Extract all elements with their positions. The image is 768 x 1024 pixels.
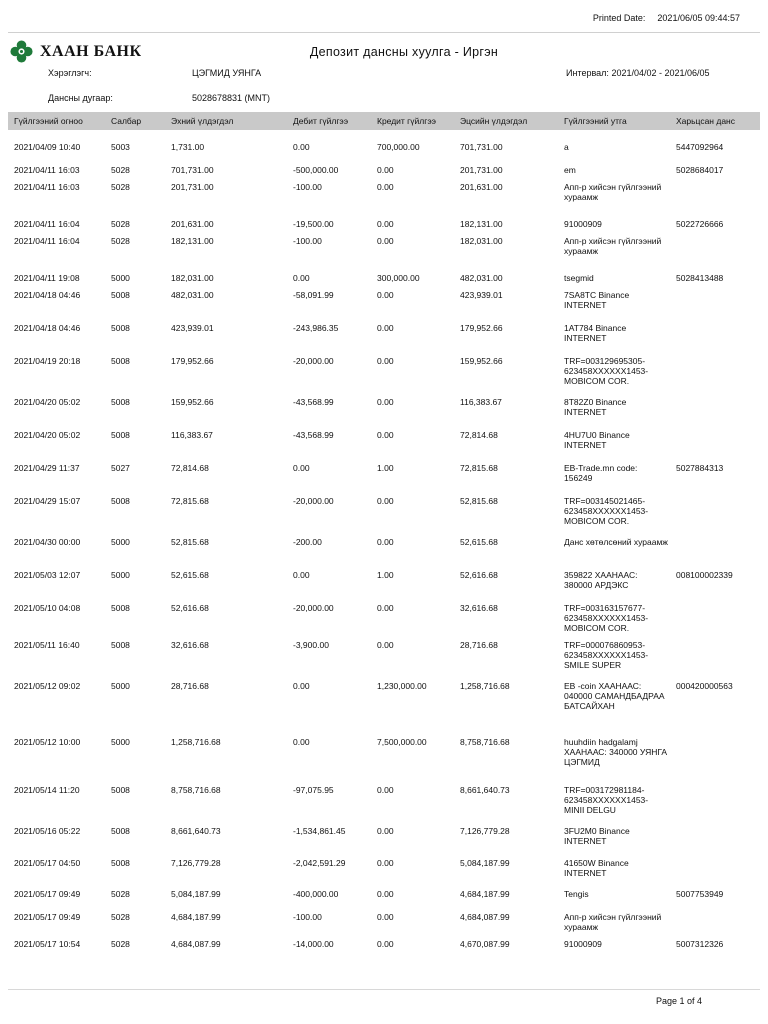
cell-description: 359822 ХААНААС: 380000 АРДЭКС bbox=[564, 570, 638, 590]
cell-counter-account: 5022726666 bbox=[676, 219, 724, 229]
cell-counter-account: 000420000563 bbox=[676, 681, 733, 691]
page-title: Депозит дансны хуулга - Иргэн bbox=[309, 45, 499, 59]
table-row bbox=[8, 669, 760, 725]
cell-branch: 5000 bbox=[111, 273, 130, 283]
cell-debit: -100.00 bbox=[293, 182, 322, 192]
table-row bbox=[8, 628, 760, 669]
cell-branch: 5003 bbox=[111, 142, 130, 152]
table-row bbox=[8, 278, 760, 311]
cell-opening: 8,661,640.73 bbox=[171, 826, 221, 836]
cell-closing: 52,615.68 bbox=[460, 537, 498, 547]
cell-closing: 1,258,716.68 bbox=[460, 681, 510, 691]
cell-credit: 0.00 bbox=[377, 397, 394, 407]
cell-date: 2021/04/29 11:37 bbox=[14, 463, 80, 473]
cell-counter-account: 5028684017 bbox=[676, 165, 724, 175]
cell-counter-account: 5007753949 bbox=[676, 889, 724, 899]
cell-closing: 4,684,087.99 bbox=[460, 912, 510, 922]
cell-branch: 5028 bbox=[111, 165, 130, 175]
cell-debit: 0.00 bbox=[293, 681, 310, 691]
cell-credit: 0.00 bbox=[377, 603, 394, 613]
cell-description: 1AT784 Binance INTERNET bbox=[564, 323, 627, 343]
cell-date: 2021/05/14 11:20 bbox=[14, 785, 80, 795]
customer-value: ЦЭГМИД УЯНГА bbox=[192, 68, 262, 78]
cell-closing: 52,616.68 bbox=[460, 570, 498, 580]
cell-credit: 0.00 bbox=[377, 537, 394, 547]
col-header-closing: Эцсийн үлдэгдэл bbox=[460, 116, 528, 126]
cell-debit: 0.00 bbox=[293, 463, 310, 473]
cell-branch: 5008 bbox=[111, 323, 130, 333]
cell-branch: 5008 bbox=[111, 496, 130, 506]
cell-branch: 5008 bbox=[111, 826, 130, 836]
cell-branch: 5000 bbox=[111, 737, 130, 747]
cell-description: 91000909 bbox=[564, 939, 602, 949]
cell-branch: 5027 bbox=[111, 463, 130, 473]
cell-credit: 1.00 bbox=[377, 570, 394, 580]
cell-branch: 5028 bbox=[111, 912, 130, 922]
transactions-table bbox=[8, 130, 760, 957]
cell-credit: 0.00 bbox=[377, 939, 394, 949]
cell-credit: 0.00 bbox=[377, 356, 394, 366]
cell-branch: 5028 bbox=[111, 219, 130, 229]
cell-description: Данс хөтөлсөний хураамж bbox=[564, 537, 668, 547]
table-row bbox=[8, 311, 760, 344]
cell-branch: 5028 bbox=[111, 236, 130, 246]
cell-opening: 701,731.00 bbox=[171, 165, 214, 175]
cell-opening: 28,716.68 bbox=[171, 681, 209, 691]
cell-description: 91000909 bbox=[564, 219, 602, 229]
cell-closing: 701,731.00 bbox=[460, 142, 503, 152]
cell-debit: -14,000.00 bbox=[293, 939, 334, 949]
table-row bbox=[8, 153, 760, 175]
cell-opening: 423,939.01 bbox=[171, 323, 214, 333]
cell-credit: 0.00 bbox=[377, 323, 394, 333]
cell-closing: 4,684,187.99 bbox=[460, 889, 510, 899]
cell-credit: 0.00 bbox=[377, 912, 394, 922]
printed-date-value: 2021/06/05 09:44:57 bbox=[657, 13, 740, 23]
table-header bbox=[8, 112, 760, 130]
cell-debit: -20,000.00 bbox=[293, 356, 334, 366]
cell-debit: 0.00 bbox=[293, 737, 310, 747]
table-row bbox=[8, 224, 760, 261]
table-row bbox=[8, 170, 760, 207]
cell-counter-account: 008100002339 bbox=[676, 570, 733, 580]
table-row bbox=[8, 207, 760, 229]
table-row bbox=[8, 385, 760, 418]
cell-branch: 5008 bbox=[111, 858, 130, 868]
cell-branch: 5028 bbox=[111, 182, 130, 192]
cell-debit: 0.00 bbox=[293, 570, 310, 580]
cell-description: EB -coin ХААНААС: 040000 САМАНДБАДРАА БАТСАЙХАН bbox=[564, 681, 665, 711]
cell-branch: 5028 bbox=[111, 889, 130, 899]
table-row bbox=[8, 130, 760, 153]
cell-date: 2021/05/10 04:08 bbox=[14, 603, 81, 613]
cell-debit: -97,075.95 bbox=[293, 785, 334, 795]
cell-date: 2021/04/11 16:04 bbox=[14, 236, 80, 246]
cell-credit: 1.00 bbox=[377, 463, 394, 473]
cell-opening: 52,815.68 bbox=[171, 537, 209, 547]
cell-credit: 0.00 bbox=[377, 219, 394, 229]
cell-closing: 159,952.66 bbox=[460, 356, 503, 366]
cell-opening: 72,815.68 bbox=[171, 496, 209, 506]
interval-value: 2021/04/02 - 2021/06/05 bbox=[611, 68, 710, 78]
cell-closing: 179,952.66 bbox=[460, 323, 503, 333]
cell-branch: 5008 bbox=[111, 430, 130, 440]
cell-description: Tengis bbox=[564, 889, 589, 899]
printed-date bbox=[593, 13, 740, 23]
cell-closing: 116,383.67 bbox=[460, 397, 502, 407]
table-row bbox=[8, 773, 760, 814]
cell-closing: 72,815.68 bbox=[460, 463, 498, 473]
cell-counter-account: 5007312326 bbox=[676, 939, 724, 949]
cell-counter-account: 5027884313 bbox=[676, 463, 724, 473]
cell-date: 2021/04/11 19:08 bbox=[14, 273, 80, 283]
cell-date: 2021/04/11 16:03 bbox=[14, 165, 80, 175]
cell-credit: 7,500,000.00 bbox=[377, 737, 427, 747]
cell-description: Апп-р хийсэн гүйлгээний хураамж bbox=[564, 182, 662, 202]
cell-description: 7SA8TC Binance INTERNET bbox=[564, 290, 630, 310]
cell-debit: -2,042,591.29 bbox=[293, 858, 346, 868]
cell-date: 2021/05/17 09:49 bbox=[14, 912, 81, 922]
cell-debit: -243,986.35 bbox=[293, 323, 339, 333]
cell-debit: -43,568.99 bbox=[293, 430, 334, 440]
cell-branch: 5028 bbox=[111, 939, 130, 949]
cell-branch: 5008 bbox=[111, 356, 130, 366]
cell-debit: -100.00 bbox=[293, 236, 322, 246]
cell-counter-account: 5447092964 bbox=[676, 142, 724, 152]
cell-opening: 72,814.68 bbox=[171, 463, 209, 473]
cell-closing: 72,814.68 bbox=[460, 430, 498, 440]
table-row bbox=[8, 900, 760, 932]
cell-opening: 482,031.00 bbox=[171, 290, 214, 300]
table-row bbox=[8, 344, 760, 385]
interval-label: Интервал: bbox=[566, 68, 609, 78]
cell-opening: 1,731.00 bbox=[171, 142, 205, 152]
cell-debit: -500,000.00 bbox=[293, 165, 339, 175]
cell-credit: 0.00 bbox=[377, 290, 394, 300]
bottom-divider bbox=[8, 989, 760, 990]
cell-description: huuhdiin hadgalamj ХААНААС: 340000 УЯНГА ЦЭГМИД bbox=[564, 737, 668, 767]
cell-date: 2021/05/17 04:50 bbox=[14, 858, 81, 868]
cell-debit: -1,534,861.45 bbox=[293, 826, 346, 836]
cell-closing: 32,616.68 bbox=[460, 603, 498, 613]
cell-opening: 182,131.00 bbox=[171, 236, 214, 246]
cell-description: Апп-р хийсэн гүйлгээний хураамж bbox=[564, 236, 662, 256]
cell-debit: -20,000.00 bbox=[293, 496, 334, 506]
account-value: 5028678831 (MNT) bbox=[192, 93, 271, 103]
cell-date: 2021/04/19 20:18 bbox=[14, 356, 81, 366]
cell-description: 8T82Z0 Binance INTERNET bbox=[564, 397, 627, 417]
cell-credit: 0.00 bbox=[377, 889, 394, 899]
cell-description: Апп-р хийсэн гүйлгээний хураамж bbox=[564, 912, 662, 932]
cell-description: TRF=003129695305-623458XXXXXX1453-MOBICOM COR. bbox=[564, 356, 649, 386]
cell-description: TRF=003172981184-623458XXXXXX1453-MINII DELGU bbox=[564, 785, 649, 815]
cell-debit: 0.00 bbox=[293, 142, 310, 152]
cell-closing: 7,126,779.28 bbox=[460, 826, 510, 836]
cell-opening: 179,952.66 bbox=[171, 356, 214, 366]
cell-opening: 8,758,716.68 bbox=[171, 785, 221, 795]
cell-date: 2021/05/11 16:40 bbox=[14, 640, 80, 650]
cell-date: 2021/05/16 05:22 bbox=[14, 826, 81, 836]
cell-credit: 0.00 bbox=[377, 496, 394, 506]
cell-debit: -200.00 bbox=[293, 537, 322, 547]
cell-description: TRF=000076860953-623458XXXXXX1453-SMILE SUPER bbox=[564, 640, 649, 670]
cell-closing: 8,661,640.73 bbox=[460, 785, 510, 795]
cell-opening: 116,383.67 bbox=[171, 430, 213, 440]
cell-date: 2021/05/03 12:07 bbox=[14, 570, 81, 580]
cell-debit: -20,000.00 bbox=[293, 603, 334, 613]
cell-date: 2021/04/11 16:03 bbox=[14, 182, 80, 192]
cell-branch: 5000 bbox=[111, 570, 130, 580]
cell-date: 2021/04/20 05:02 bbox=[14, 430, 81, 440]
cell-branch: 5008 bbox=[111, 290, 130, 300]
cell-description: TRF=003145021465-623458XXXXXX1453-MOBICOM COR. bbox=[564, 496, 649, 526]
cell-closing: 28,716.68 bbox=[460, 640, 498, 650]
cell-closing: 52,815.68 bbox=[460, 496, 498, 506]
col-header-debit: Дебит гүйлгээ bbox=[293, 116, 349, 126]
cell-debit: -19,500.00 bbox=[293, 219, 334, 229]
cell-opening: 7,126,779.28 bbox=[171, 858, 221, 868]
cell-credit: 0.00 bbox=[377, 858, 394, 868]
cell-description: TRF=003163157677-623458XXXXXX1453-MOBICOM COR. bbox=[564, 603, 649, 633]
cell-opening: 4,684,087.99 bbox=[171, 939, 221, 949]
cell-credit: 0.00 bbox=[377, 165, 394, 175]
cell-counter-account: 5028413488 bbox=[676, 273, 724, 283]
interval bbox=[566, 68, 710, 78]
cell-opening: 182,031.00 bbox=[171, 273, 214, 283]
cell-closing: 201,731.00 bbox=[460, 165, 503, 175]
col-header-branch: Салбар bbox=[111, 116, 142, 126]
account-label: Дансны дугаар: bbox=[48, 93, 113, 103]
cell-date: 2021/05/17 09:49 bbox=[14, 889, 81, 899]
cell-branch: 5000 bbox=[111, 681, 130, 691]
cell-closing: 4,670,087.99 bbox=[460, 939, 510, 949]
cell-closing: 5,084,187.99 bbox=[460, 858, 510, 868]
cell-branch: 5000 bbox=[111, 537, 130, 547]
cell-description: 4HU7U0 Binance INTERNET bbox=[564, 430, 630, 450]
col-header-description: Гүйлгээний утга bbox=[564, 116, 627, 126]
cell-credit: 300,000.00 bbox=[377, 273, 420, 283]
cell-credit: 0.00 bbox=[377, 785, 394, 795]
table-row bbox=[8, 927, 760, 957]
cell-closing: 8,758,716.68 bbox=[460, 737, 510, 747]
cell-opening: 201,731.00 bbox=[171, 182, 214, 192]
cell-credit: 0.00 bbox=[377, 640, 394, 650]
col-header-counter-account: Харьцсан данс bbox=[676, 116, 735, 126]
cell-credit: 0.00 bbox=[377, 236, 394, 246]
cell-date: 2021/04/09 10:40 bbox=[14, 142, 81, 152]
cell-opening: 5,084,187.99 bbox=[171, 889, 221, 899]
cell-closing: 482,031.00 bbox=[460, 273, 503, 283]
page-number: Page 1 of 4 bbox=[655, 996, 702, 1006]
cell-description: 41650W Binance INTERNET bbox=[564, 858, 629, 878]
customer-label: Хэрэглэгч: bbox=[48, 68, 92, 78]
cell-branch: 5008 bbox=[111, 397, 130, 407]
cell-debit: -43,568.99 bbox=[293, 397, 334, 407]
col-header-opening: Эхний үлдэгдэл bbox=[171, 116, 234, 126]
cell-opening: 1,258,716.68 bbox=[171, 737, 221, 747]
cell-description: EB-Trade.mn code: 156249 bbox=[564, 463, 638, 483]
cell-date: 2021/04/29 15:07 bbox=[14, 496, 81, 506]
col-header-credit: Кредит гүйлгээ bbox=[377, 116, 437, 126]
top-divider bbox=[8, 32, 760, 33]
cell-debit: -3,900.00 bbox=[293, 640, 329, 650]
cell-credit: 1,230,000.00 bbox=[377, 681, 427, 691]
cell-debit: -100.00 bbox=[293, 912, 322, 922]
cell-description: 3FU2M0 Binance INTERNET bbox=[564, 826, 630, 846]
cell-opening: 32,616.68 bbox=[171, 640, 209, 650]
table-row bbox=[8, 525, 760, 558]
table-row bbox=[8, 591, 760, 633]
cell-description: tsegmid bbox=[564, 273, 594, 283]
cell-date: 2021/04/11 16:04 bbox=[14, 219, 80, 229]
cell-opening: 52,616.68 bbox=[171, 603, 209, 613]
table-row bbox=[8, 484, 760, 525]
cell-opening: 201,631.00 bbox=[171, 219, 214, 229]
table-row bbox=[8, 558, 760, 591]
cell-date: 2021/05/12 10:00 bbox=[14, 737, 81, 747]
cell-date: 2021/05/17 10:54 bbox=[14, 939, 81, 949]
table-row bbox=[8, 814, 760, 846]
cell-closing: 182,131.00 bbox=[460, 219, 503, 229]
table-row bbox=[8, 451, 760, 484]
table-row bbox=[8, 725, 760, 773]
cell-date: 2021/05/12 09:02 bbox=[14, 681, 81, 691]
cell-date: 2021/04/30 00:00 bbox=[14, 537, 81, 547]
table-row bbox=[8, 877, 760, 900]
col-header-date: Гүйлгээний огноо bbox=[14, 116, 83, 126]
cell-opening: 4,684,187.99 bbox=[171, 912, 221, 922]
cell-credit: 0.00 bbox=[377, 182, 394, 192]
cell-closing: 182,031.00 bbox=[460, 236, 503, 246]
printed-date-label: Printed Date: bbox=[592, 13, 646, 23]
cell-opening: 159,952.66 bbox=[171, 397, 214, 407]
cell-branch: 5008 bbox=[111, 603, 130, 613]
table-row bbox=[8, 418, 760, 451]
cell-debit: -400,000.00 bbox=[293, 889, 339, 899]
cell-branch: 5008 bbox=[111, 785, 130, 795]
cell-credit: 0.00 bbox=[377, 826, 394, 836]
cell-credit: 700,000.00 bbox=[377, 142, 420, 152]
cell-branch: 5008 bbox=[111, 640, 130, 650]
cell-date: 2021/04/20 05:02 bbox=[14, 397, 81, 407]
bank-name: ХААН БАНК bbox=[40, 42, 142, 60]
table-row bbox=[8, 846, 760, 877]
cell-date: 2021/04/18 04:46 bbox=[14, 290, 81, 300]
cell-debit: -58,091.99 bbox=[293, 290, 334, 300]
cell-date: 2021/04/18 04:46 bbox=[14, 323, 81, 333]
table-row bbox=[8, 261, 760, 283]
cell-closing: 201,631.00 bbox=[460, 182, 503, 192]
cell-description: a bbox=[564, 142, 569, 152]
cell-debit: 0.00 bbox=[293, 273, 310, 283]
cell-opening: 52,615.68 bbox=[171, 570, 209, 580]
cell-closing: 423,939.01 bbox=[460, 290, 503, 300]
cell-description: em bbox=[564, 165, 576, 175]
cell-credit: 0.00 bbox=[377, 430, 394, 440]
